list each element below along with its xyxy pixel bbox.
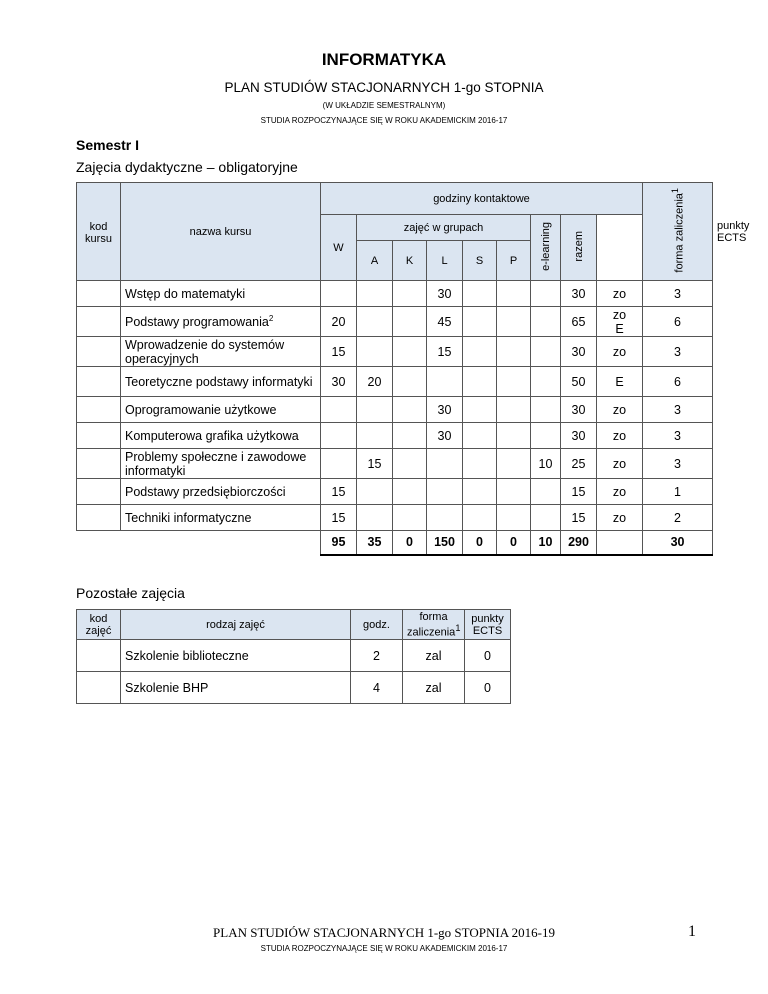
course-e-cell [531, 367, 561, 397]
course-e-cell [531, 479, 561, 505]
course-row [77, 449, 713, 479]
course-K-cell [393, 505, 427, 531]
header-forma-sup: 1 [669, 187, 680, 193]
course-name: Komputerowa grafika użytkowa [125, 428, 299, 443]
course-L-cell: 15 [427, 337, 463, 367]
course-W-cell: 20 [321, 307, 357, 337]
course-name: Techniki informatyczne [125, 510, 252, 525]
activity-row [77, 640, 511, 672]
course-P-cell [497, 307, 531, 337]
course-razem-cell: 30 [561, 337, 597, 367]
course-A-cell: 20 [357, 367, 393, 397]
course-ects-cell: 1 [643, 479, 713, 505]
activity-godz-cell: 2 [351, 640, 403, 672]
document-title: INFORMATYKA [321, 50, 447, 69]
activity-code-cell [77, 640, 121, 672]
course-L-cell: 30 [427, 281, 463, 307]
header-kod-zajec: kod zajęć [77, 610, 121, 640]
course-name-footnote: 2 [268, 313, 274, 323]
course-A-cell [357, 337, 393, 367]
course-razem-cell: 15 [561, 505, 597, 531]
course-L-cell: 30 [427, 397, 463, 423]
header-e-learning-label: e-learning [539, 221, 552, 271]
course-S-cell [463, 281, 497, 307]
course-W-cell: 15 [321, 337, 357, 367]
course-name-cell [121, 449, 321, 479]
total-P-cell: 0 [497, 531, 531, 555]
course-forma-cell: zo [597, 423, 643, 449]
course-name-cell [121, 367, 321, 397]
total-W-cell: 95 [321, 531, 357, 555]
course-W-cell [321, 423, 357, 449]
course-S-cell [463, 449, 497, 479]
total-L-cell: 150 [427, 531, 463, 555]
course-S-cell [463, 505, 497, 531]
course-P-cell [497, 397, 531, 423]
course-name-cell [121, 423, 321, 449]
course-e-cell [531, 337, 561, 367]
course-e-cell [531, 281, 561, 307]
course-forma-cell: zo [597, 505, 643, 531]
course-W-cell [321, 449, 357, 479]
course-S-cell [463, 479, 497, 505]
course-P-cell [497, 337, 531, 367]
course-name-cell [121, 281, 321, 307]
course-name: Wprowadzenie do systemów operacyjnych [125, 337, 285, 366]
course-forma-cell: E [597, 367, 643, 397]
other-activities-table [76, 609, 511, 704]
course-code-cell [77, 307, 121, 337]
course-code-cell [77, 479, 121, 505]
course-L-cell [427, 479, 463, 505]
header-P: P [497, 241, 531, 281]
course-P-cell [497, 367, 531, 397]
course-name-cell [121, 337, 321, 367]
footer-line-1: PLAN STUDIÓW STACJONARNYCH 1-go STOPNIA 2016-19 [213, 925, 555, 940]
header-A: A [357, 241, 393, 281]
course-name-cell [121, 397, 321, 423]
course-L-cell [427, 367, 463, 397]
header-razem [561, 215, 597, 281]
course-forma-cell: zo [597, 281, 643, 307]
course-code-cell [77, 337, 121, 367]
course-A-cell [357, 281, 393, 307]
course-P-cell [497, 505, 531, 531]
course-P-cell [497, 449, 531, 479]
totals-blank-cell [77, 531, 321, 555]
header-punkty-ects-2: punkty ECTS [465, 610, 511, 640]
header-e-learning [531, 215, 561, 281]
header-godziny-kontaktowe: godziny kontaktowe [321, 183, 643, 215]
header-forma-label-2: forma zaliczenia [407, 610, 456, 639]
course-A-cell [357, 505, 393, 531]
course-ects-cell: 3 [643, 337, 713, 367]
course-e-cell [531, 423, 561, 449]
course-P-cell [497, 281, 531, 307]
course-S-cell [463, 423, 497, 449]
course-name: Podstawy przedsiębiorczości [125, 484, 286, 499]
course-ects-cell: 3 [643, 423, 713, 449]
course-P-cell [497, 423, 531, 449]
course-name: Problemy społeczne i zawodowe informatyki [125, 449, 307, 478]
course-K-cell [393, 367, 427, 397]
course-name-cell [121, 479, 321, 505]
course-row [77, 337, 713, 367]
activity-forma-cell: zal [403, 640, 465, 672]
course-L-cell: 30 [427, 423, 463, 449]
course-ects-cell: 3 [643, 281, 713, 307]
course-K-cell [393, 449, 427, 479]
header-godz: godz. [351, 610, 403, 640]
activity-rodzaj-cell: Szkolenie biblioteczne [121, 640, 351, 672]
course-name: Wstęp do matematyki [125, 286, 246, 301]
course-e-cell [531, 505, 561, 531]
course-ects-cell: 2 [643, 505, 713, 531]
course-razem-cell: 30 [561, 397, 597, 423]
course-forma-cell: zo [597, 479, 643, 505]
total-A-cell: 35 [357, 531, 393, 555]
course-forma-cell: zo E [597, 307, 643, 337]
course-S-cell [463, 397, 497, 423]
course-W-cell: 30 [321, 367, 357, 397]
course-K-cell [393, 337, 427, 367]
course-K-cell [393, 397, 427, 423]
course-K-cell [393, 307, 427, 337]
course-S-cell [463, 337, 497, 367]
course-razem-cell: 30 [561, 423, 597, 449]
header-forma-sup-2: 1 [455, 622, 461, 633]
course-A-cell: 15 [357, 449, 393, 479]
course-razem-cell: 50 [561, 367, 597, 397]
course-row [77, 479, 713, 505]
totals-row [77, 531, 713, 555]
course-S-cell [463, 367, 497, 397]
header-forma-label: forma zaliczenia [673, 192, 686, 273]
header-W: W [321, 215, 357, 281]
page-number: 1 [688, 923, 696, 940]
course-row [77, 307, 713, 337]
course-K-cell [393, 281, 427, 307]
course-row [77, 423, 713, 449]
header-kod-kursu: kod kursu [77, 183, 121, 281]
course-code-cell [77, 397, 121, 423]
course-e-cell [531, 307, 561, 337]
course-row [77, 505, 713, 531]
course-forma-cell: zo [597, 397, 643, 423]
courses-table: kod kursu nazwa kursu godziny kontaktowe forma zaliczenia$^1$ punkty ECTS W zajęć w grupach e-learning razem A K L S P Wstęp do matematyki 30 30 zo 3 Podstawy programowania$^2$ 20 45 65 zo E 6 Wprowadzenie do systemów operacyjnych 15 15 30 zo 3 Teoretyczne podstawy informatyki 30 20 50 E 6 Oprogramowanie użytkowe 30 30 zo 3 Komputerowa grafika użytkowa 30 30 zo 3 Problemy społeczne i zawodowe informatyki 15 10 25 zo 3 Podstawy przedsiębiorczości 15 15 zo 1 Techniki informatyczne 15 15 zo 2 95 35 0 150 0 0 10 290 30 [76, 182, 713, 556]
course-name-cell [121, 505, 321, 531]
course-P-cell [497, 479, 531, 505]
total-forma-cell [597, 531, 643, 555]
course-A-cell [357, 307, 393, 337]
course-W-cell [321, 397, 357, 423]
course-name-cell [121, 307, 321, 337]
course-A-cell [357, 397, 393, 423]
header-razem-label: razem [572, 230, 585, 262]
course-L-cell: 45 [427, 307, 463, 337]
course-ects-cell: 3 [643, 449, 713, 479]
course-e-cell: 10 [531, 449, 561, 479]
course-razem-cell: 65 [561, 307, 597, 337]
course-row [77, 397, 713, 423]
activity-ects-cell: 0 [465, 640, 511, 672]
course-code-cell [77, 367, 121, 397]
course-L-cell [427, 505, 463, 531]
header-nazwa-kursu: nazwa kursu [121, 183, 321, 281]
header-forma-zaliczenia-2 [403, 610, 465, 640]
course-row [77, 367, 713, 397]
course-razem-cell: 30 [561, 281, 597, 307]
course-razem-cell: 25 [561, 449, 597, 479]
document-subtitle: PLAN STUDIÓW STACJONARNYCH 1-go STOPNIA [224, 80, 544, 95]
course-W-cell [321, 281, 357, 307]
document-subtitle-3: STUDIA ROZPOCZYNAJĄCE SIĘ W ROKU AKADEMICKIM 2016-17 [260, 116, 508, 125]
course-ects-cell: 6 [643, 307, 713, 337]
course-W-cell: 15 [321, 505, 357, 531]
header-forma-zaliczenia [643, 183, 713, 281]
course-code-cell [77, 281, 121, 307]
course-name: Oprogramowanie użytkowe [125, 402, 277, 417]
course-name: Podstawy programowania [125, 315, 269, 330]
activity-godz-cell: 4 [351, 672, 403, 704]
course-W-cell: 15 [321, 479, 357, 505]
section-heading-other: Pozostałe zajęcia [76, 585, 185, 601]
header-zajec-w-grupach: zajęć w grupach [357, 215, 531, 241]
footer-line-2: STUDIA ROZPOCZYNAJĄCE SIĘ W ROKU AKADEMICKIM 2016-17 [260, 944, 508, 953]
activity-row [77, 672, 511, 704]
header-K: K [393, 241, 427, 281]
course-name: Teoretyczne podstawy informatyki [125, 374, 313, 389]
course-forma-cell: zo [597, 337, 643, 367]
header-rodzaj-zajec: rodzaj zajęć [121, 610, 351, 640]
semester-heading: Semestr I [76, 137, 140, 153]
course-ects-cell: 3 [643, 397, 713, 423]
total-S-cell: 0 [463, 531, 497, 555]
course-row [77, 281, 713, 307]
course-razem-cell: 15 [561, 479, 597, 505]
course-e-cell [531, 397, 561, 423]
total-ects-cell: 30 [643, 531, 713, 555]
course-ects-cell: 6 [643, 367, 713, 397]
section-heading-obligatory: Zajęcia dydaktyczne – obligatoryjne [76, 159, 298, 175]
course-K-cell [393, 479, 427, 505]
total-razem-cell: 290 [561, 531, 597, 555]
activity-ects-cell: 0 [465, 672, 511, 704]
course-code-cell [77, 423, 121, 449]
course-S-cell [463, 307, 497, 337]
total-e-cell: 10 [531, 531, 561, 555]
course-code-cell [77, 449, 121, 479]
document-subtitle-2: (W UKŁADZIE SEMESTRALNYM) [322, 101, 446, 110]
course-A-cell [357, 479, 393, 505]
total-K-cell: 0 [393, 531, 427, 555]
course-code-cell [77, 505, 121, 531]
activity-code-cell [77, 672, 121, 704]
activity-forma-cell: zal [403, 672, 465, 704]
course-K-cell [393, 423, 427, 449]
course-L-cell [427, 449, 463, 479]
course-forma-cell: zo [597, 449, 643, 479]
header-S: S [463, 241, 497, 281]
header-L: L [427, 241, 463, 281]
activity-rodzaj-cell: Szkolenie BHP [121, 672, 351, 704]
course-A-cell [357, 423, 393, 449]
